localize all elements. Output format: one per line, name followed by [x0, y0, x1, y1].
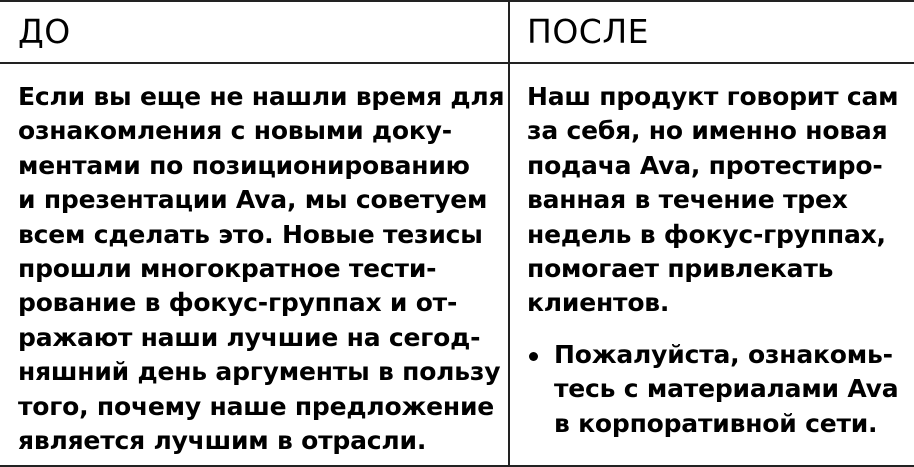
after-bullet-item	[527, 338, 898, 441]
table-top-border	[0, 0, 914, 2]
before-line-10: того, почему наше предложение	[18, 391, 495, 421]
bullet-line-2: тесь с материалами Ava	[554, 374, 899, 404]
after-line-4: ванная в течение трех	[527, 185, 848, 215]
after-line-5: недель в фокус-группах,	[527, 219, 886, 249]
header-divider	[0, 62, 914, 64]
after-column-header: ПОСЛЕ	[527, 12, 649, 51]
before-line-2: ознакомления с новыми доку-	[18, 116, 452, 146]
before-line-5: всем сделать это. Новые тезисы	[18, 219, 483, 249]
before-line-1: Если вы еще не нашли время для	[18, 82, 505, 111]
after-line-3: подача Ava, протестиро-	[527, 150, 883, 180]
before-line-3: ментами по позиционированию	[18, 150, 470, 180]
before-line-6: прошли многократное тести-	[18, 253, 437, 283]
bullet-line-1: Пожалуйста, ознакомь-	[554, 340, 893, 369]
before-line-8: ражают наши лучшие на сегод-	[18, 322, 481, 352]
after-line-6: помогает привлекать	[527, 253, 834, 283]
bullet-icon	[529, 352, 538, 361]
before-line-7: рование в фокус-группах и от-	[18, 288, 458, 318]
before-line-9: няшний день аргументы в пользу	[18, 357, 501, 387]
before-line-11: является лучшим в отрасли.	[18, 425, 427, 455]
bullet-line-3: в корпоративной сети.	[554, 408, 878, 438]
column-divider	[508, 0, 510, 467]
bullet-row	[527, 338, 898, 441]
after-text	[527, 80, 898, 321]
before-column-header: ДО	[18, 12, 71, 51]
after-line-7: клиентов.	[527, 288, 670, 318]
before-line-4: и презентации Ava, мы советуем	[18, 185, 488, 215]
after-line-2: за себя, но именно новая	[527, 116, 888, 146]
after-line-1: Наш продукт говорит сам	[527, 82, 899, 111]
before-text	[18, 80, 504, 458]
